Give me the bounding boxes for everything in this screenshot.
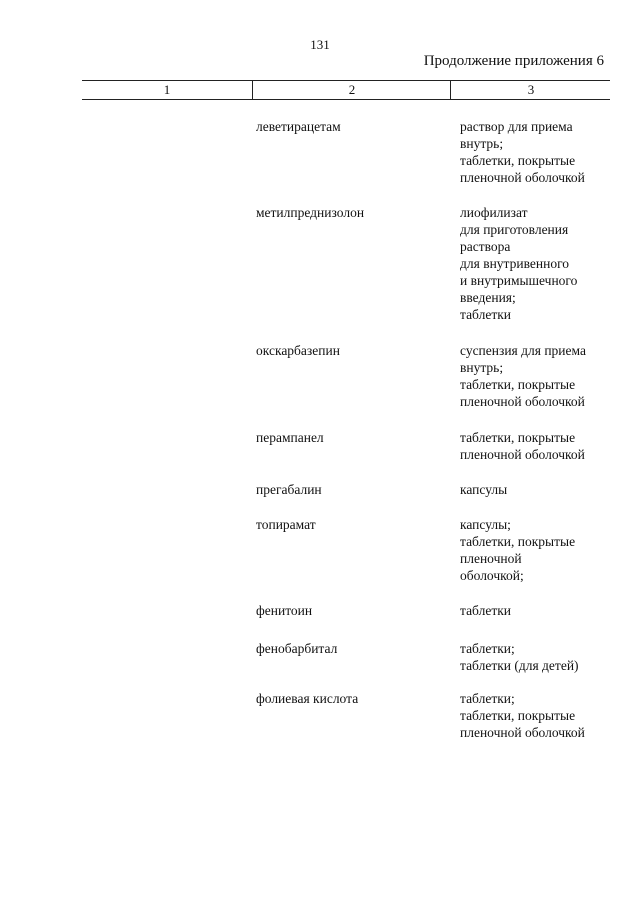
dosage-forms	[460, 204, 620, 323]
dosage-forms	[460, 118, 620, 186]
column-header-3: 3	[450, 81, 611, 99]
dosage-form-line: лиофилизат	[460, 205, 528, 220]
dosage-form-line: таблетки, покрытые	[460, 534, 576, 549]
dosage-form-line: таблетки (для детей)	[460, 658, 579, 673]
table-header	[82, 80, 610, 100]
dosage-form-line: таблетки, покрытые	[460, 430, 576, 445]
dosage-form-line: и внутримышечного	[460, 273, 578, 288]
dosage-form-line: внутрь;	[460, 136, 504, 151]
dosage-forms	[460, 516, 620, 584]
dosage-forms	[460, 481, 620, 498]
dosage-form-line: раствор для приема	[460, 119, 573, 134]
dosage-form-line: для внутривенного	[460, 256, 570, 271]
dosage-form-line: капсулы	[460, 482, 508, 497]
dosage-form-line: капсулы;	[460, 517, 511, 532]
dosage-form-line: введения;	[460, 290, 516, 305]
dosage-form-line: оболочкой;	[460, 568, 524, 583]
drug-name: прегабалин	[256, 482, 322, 497]
dosage-form-line: раствора	[460, 239, 511, 254]
dosage-forms	[460, 690, 620, 741]
continuation-title: Продолжение приложения 6	[423, 53, 604, 69]
dosage-form-line: пленочной оболочкой	[460, 447, 585, 462]
dosage-form-line: пленочной оболочкой	[460, 394, 585, 409]
drug-name: фенобарбитал	[256, 641, 338, 656]
drug-name: топирамат	[256, 517, 316, 532]
dosage-form-line: пленочной оболочкой	[460, 170, 585, 185]
dosage-forms	[460, 602, 620, 619]
drug-name: леветирацетам	[256, 119, 341, 134]
dosage-form-line: таблетки;	[460, 641, 515, 656]
dosage-form-line: для приготовления	[460, 222, 569, 237]
dosage-form-line: таблетки, покрытые	[460, 377, 576, 392]
dosage-form-line: суспензия для приема	[460, 343, 586, 358]
dosage-form-line: таблетки;	[460, 691, 515, 706]
dosage-form-line: внутрь;	[460, 360, 504, 375]
dosage-form-line: таблетки	[460, 307, 512, 322]
dosage-form-line: таблетки, покрытые	[460, 708, 576, 723]
dosage-form-line: пленочной	[460, 551, 522, 566]
column-header-2: 2	[252, 81, 451, 99]
column-header-1: 1	[163, 82, 171, 97]
drug-name: перампанел	[256, 430, 324, 445]
dosage-forms	[460, 342, 620, 410]
dosage-form-line: таблетки, покрытые	[460, 153, 576, 168]
drug-name: окскарбазепин	[256, 343, 340, 358]
drug-name: фенитоин	[256, 603, 313, 618]
dosage-form-line: таблетки	[460, 603, 512, 618]
page-number: 131	[310, 37, 330, 52]
dosage-form-line: пленочной оболочкой	[460, 725, 585, 740]
drug-name: фолиевая кислота	[256, 691, 359, 706]
dosage-forms	[460, 429, 620, 463]
dosage-forms	[460, 640, 620, 674]
drug-name: метилпреднизолон	[256, 205, 365, 220]
